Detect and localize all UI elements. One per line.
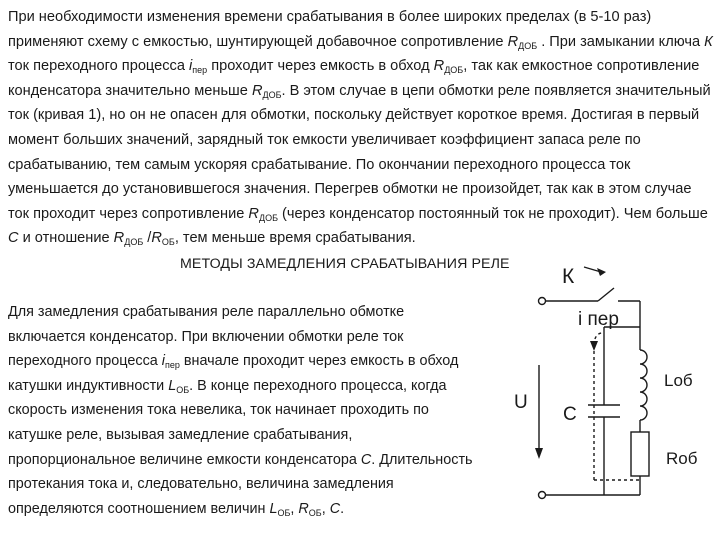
r-dob-symbol: R: [507, 33, 519, 50]
paragraph-capacitor-shunt: При необходимости изменения времени срабатывания в более широких пределах (в 5-10 раз) применяют схему с емкостью, шунтирующей добавочное сопротивление $R_{ДОБ}$ . При замыкании ключа К ток переходного процесса $i_{пер}$ проходит через емкость в обход $R_{ДОБ}$, так как емкостное сопротивление конденсатора значительно меньше $R_{ДОБ}$. В этом случае в цепи обмотки реле появляется значительный ток (кривая 1), но он не опасен для обмотки, поскольку действует короткое время. Достигая в первый момент больших значений, зарядный ток емкости увеличивает коэффициент запаса реле по срабатыванию, тем самым ускоряя срабатывание. По окончании переходного процесса ток уменьшается до установившегося значения. Перегрев обмотки не произойдет, так как в этом случае ток проходит через сопротивление $R_{ДОБ}$ (через конденсатор постоянный ток не проходит). Чем больше С и отношение $R_{ДОБ}$ $/R_{ОБ}$, тем меньше время срабатывания.: [8, 9, 713, 248]
r-ob-symbol: R: [151, 230, 162, 247]
bottom-terminal: [539, 492, 546, 499]
resistor-label: Rоб: [666, 449, 698, 468]
voltage-label: U: [514, 392, 528, 413]
resistor: [631, 432, 649, 476]
k-symbol: К: [704, 33, 713, 50]
voltage-arrow-head: [535, 448, 543, 459]
switch-arrow-head: [597, 268, 606, 276]
paragraph-delay-methods: Для замедления срабатывания реле параллельно обмотке включается конденсатор. При включении обмотки реле ток переходного процесса $i_{пер}$ вначале проходит через емкость в обход катушки индуктивности $L_{ОБ}$. В конце переходного процесса, когда скорость изменения тока невелика, ток начинает проходить по катушке реле, вызывая замедление срабатывания, пропорциональное величине емкости конденсатора С. Длительность протекания тока и, следовательно, величина замедления определяются соотношением величин $L_{ОБ}$, $R_{ОБ}$, С.: [8, 304, 473, 518]
i-per-symbol: i: [189, 58, 193, 75]
section-heading: МЕТОДЫ ЗАМЕДЛЕНИЯ СРАБАТЫВАНИЯ РЕЛЕ: [180, 256, 510, 272]
current-label: i пер: [578, 309, 619, 330]
current-arrow-head: [590, 341, 598, 351]
switch-blade: [598, 288, 614, 301]
inductor-coil: [640, 350, 647, 420]
inductor-label: Lоб: [664, 371, 693, 390]
circuit-diagram: [490, 255, 715, 530]
switch-label: К: [562, 265, 575, 288]
capacitor-label: С: [563, 404, 577, 425]
top-terminal: [539, 298, 546, 305]
c-symbol: С: [8, 230, 19, 247]
